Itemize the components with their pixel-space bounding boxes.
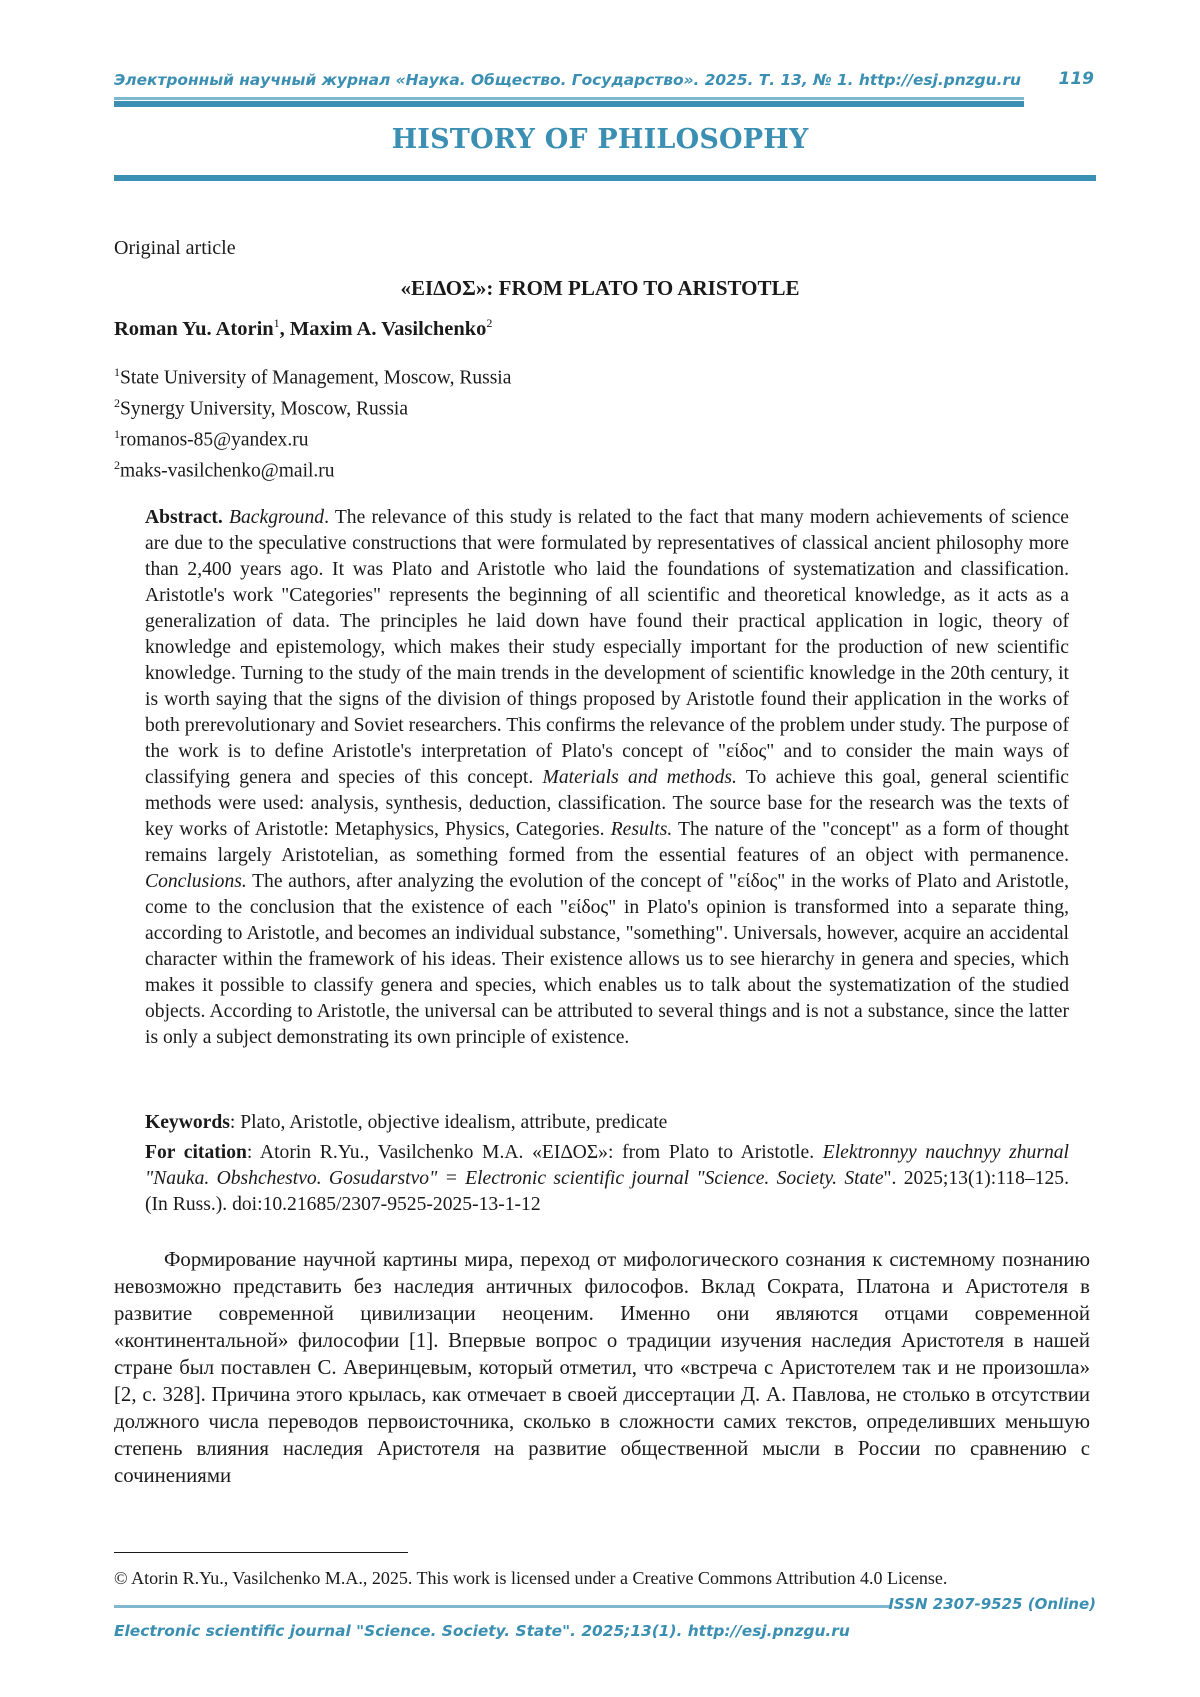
- abstract-conclusions: The authors, after analyzing the evolution of the concept of "είδος" in the works of Plato and Aristotle, come to the conclusion that the existence of each "είδος" in Plato's opinion is transformed into a separate thing, according to Aristotle, and becomes an individual substance, "something". Universals, however, acquire an accidental character within the framework of his ideas. Their existence allows us to see hierarchy in genera and species, which makes it possible to classify genera and species, which enables us to talk about the systematization of the studied objects. According to Aristotle, the universal can be attributed to several things and is not a substance, since the latter is only a subject demonstrating its own principle of existence.: [145, 871, 1069, 1048]
- section-title: HISTORY OF PHILOSOPHY: [391, 124, 809, 155]
- affiliation-text[interactable]: romanos-85@yandex.ru: [120, 429, 309, 451]
- page-number: 119: [1058, 69, 1094, 89]
- affiliation-sup: 1: [114, 365, 120, 379]
- affiliation-sup: 2: [114, 396, 120, 410]
- citation-text: : Atorin R.Yu., Vasilchenko M.A. «ΕΙΔΟΣ»: from Plato to Aristotle.: [246, 1142, 823, 1163]
- affiliation-text: Synergy University, Moscow, Russia: [120, 398, 408, 420]
- citation: [145, 1140, 1069, 1218]
- body-paragraph: Формирование научной картины мира, переход от мифологического сознания к системному познанию невозможно представить без наследия античных философов. Вклад Сократа, Платона и Аристотеля в развитие современной цивилизации неоценим. Именно они являются отцами современной «континентальной» философии [1]. Впервые вопрос о традиции изучения наследия Аристотеля в нашей стране был поставлен С. Аверинцевым, который отметил, что «встреча с Аристотелем так и не произошла» [2, с. 328]. Причина этого крылась, как отмечает в своей диссертации Д. А. Павлова, не столько в отсутствии должного числа переводов первоисточника, сколько в сложности самих текстов, определивших меньшую степень влияния наследия Аристотеля на развитие общественной мысли в России по сравнению с сочинениями: [114, 1248, 1090, 1487]
- author-name: Roman Yu. Atorin: [114, 317, 274, 340]
- footnote-rule: [114, 1552, 408, 1553]
- abstract-paragraph: [145, 505, 1069, 1051]
- affiliation-sup: 1: [114, 427, 120, 441]
- abstract-background: . The relevance of this study is related to the fact that many modern achievements of science are due to the speculative constructions that were formulated by representatives of classical ancient philosophy more than 2,400 years ago. It was Plato and Aristotle who laid the foundations of systematization and classification. Aristotle's work "Categories" represents the beginning of all scientific and theoretical knowledge, as it acts as a generalization of data. The principles he laid down have found their practical application in logic, theory of knowledge and epistemology, which makes their study especially important for the production of new scientific knowledge. Turning to the study of the main trends in the development of scientific knowledge in the 20th century, it is worth saying that the signs of the division of things proposed by Aristotle found their application in the works of both prerevolutionary and Soviet researchers. This confirms the relevance of the problem under study. The purpose of the work is to define Aristotle's interpretation of Plato's concept of "είδος" and to consider the main ways of classifying genera and species of this concept.: [145, 507, 1069, 788]
- abstract-methods-label: Materials and methods.: [542, 767, 737, 788]
- citation-label: For citation: [145, 1142, 247, 1163]
- header-rule-thick: [114, 101, 1024, 107]
- header-rule-thin: [114, 97, 1024, 100]
- keywords: [145, 1110, 1069, 1136]
- article-type: Original article: [114, 237, 236, 259]
- footer-rule: [114, 1605, 890, 1608]
- affiliation: [114, 391, 408, 422]
- citation-journal: Elektronnyy nauchnyy zhurnal "Nauka. Obshchestvo. Gosudarstvo" = Electronic scientific journal "Science. Society. State: [145, 1142, 1069, 1189]
- article-title: «ΕΙΔΟΣ»: FROM PLATO TO ARISTOTLE: [400, 276, 800, 300]
- keywords-text: : Plato, Aristotle, objective idealism, attribute, predicate: [229, 1112, 668, 1133]
- abstract-results-label: Results.: [610, 819, 673, 840]
- abstract-methods: To achieve this goal, general scientific methods were used: analysis, synthesis, deduction, classification. The source base for the research was the texts of key works of Aristotle: Metaphysics, Physics, Categories.: [145, 767, 1069, 840]
- journal-header-line: Электронный научный журнал «Наука. Общество. Государство». 2025. Т. 13, № 1. http://esj.pnzgu.ru: [114, 71, 1021, 89]
- citation-doi: ". 2025;13(1):118–125. (In Russ.). doi:10.21685/2307-9525-2025-13-1-12: [145, 1168, 1069, 1215]
- affiliation: [114, 360, 511, 391]
- license-footnote: © Atorin R.Yu., Vasilchenko M.A., 2025. This work is licensed under a Creative Commons Attribution 4.0 License.: [114, 1568, 948, 1588]
- author-sup: 1: [273, 316, 280, 330]
- affiliation-text: State University of Management, Moscow, Russia: [120, 367, 512, 389]
- affiliation-text[interactable]: maks-vasilchenko@mail.ru: [120, 460, 335, 482]
- author-email: [114, 453, 335, 484]
- section-rule: [114, 175, 1096, 181]
- abstract-label: Abstract.: [145, 507, 223, 528]
- author-sup: 2: [486, 316, 493, 330]
- author-email: [114, 422, 309, 453]
- abstract-background-label: Background: [229, 507, 325, 528]
- author-name: Maxim A. Vasilchenko: [289, 317, 487, 340]
- affiliation-sup: 2: [114, 458, 120, 472]
- keywords-label: Keywords: [145, 1112, 230, 1133]
- issn: ISSN 2307-9525 (Online): [888, 1595, 1096, 1613]
- author-separator: ,: [279, 317, 290, 340]
- body-text: [114, 1246, 1090, 1489]
- abstract-conclusions-label: Conclusions.: [145, 871, 247, 892]
- abstract: [145, 505, 1069, 1051]
- footer-journal-line: Electronic scientific journal "Science. Society. State". 2025;13(1). http://esj.pnzgu.ru: [114, 1622, 850, 1640]
- authors: [114, 316, 492, 341]
- abstract-results: The nature of the "concept" as a form of thought remains largely Aristotelian, as something formed from the essential features of an object with permanence.: [145, 819, 1069, 866]
